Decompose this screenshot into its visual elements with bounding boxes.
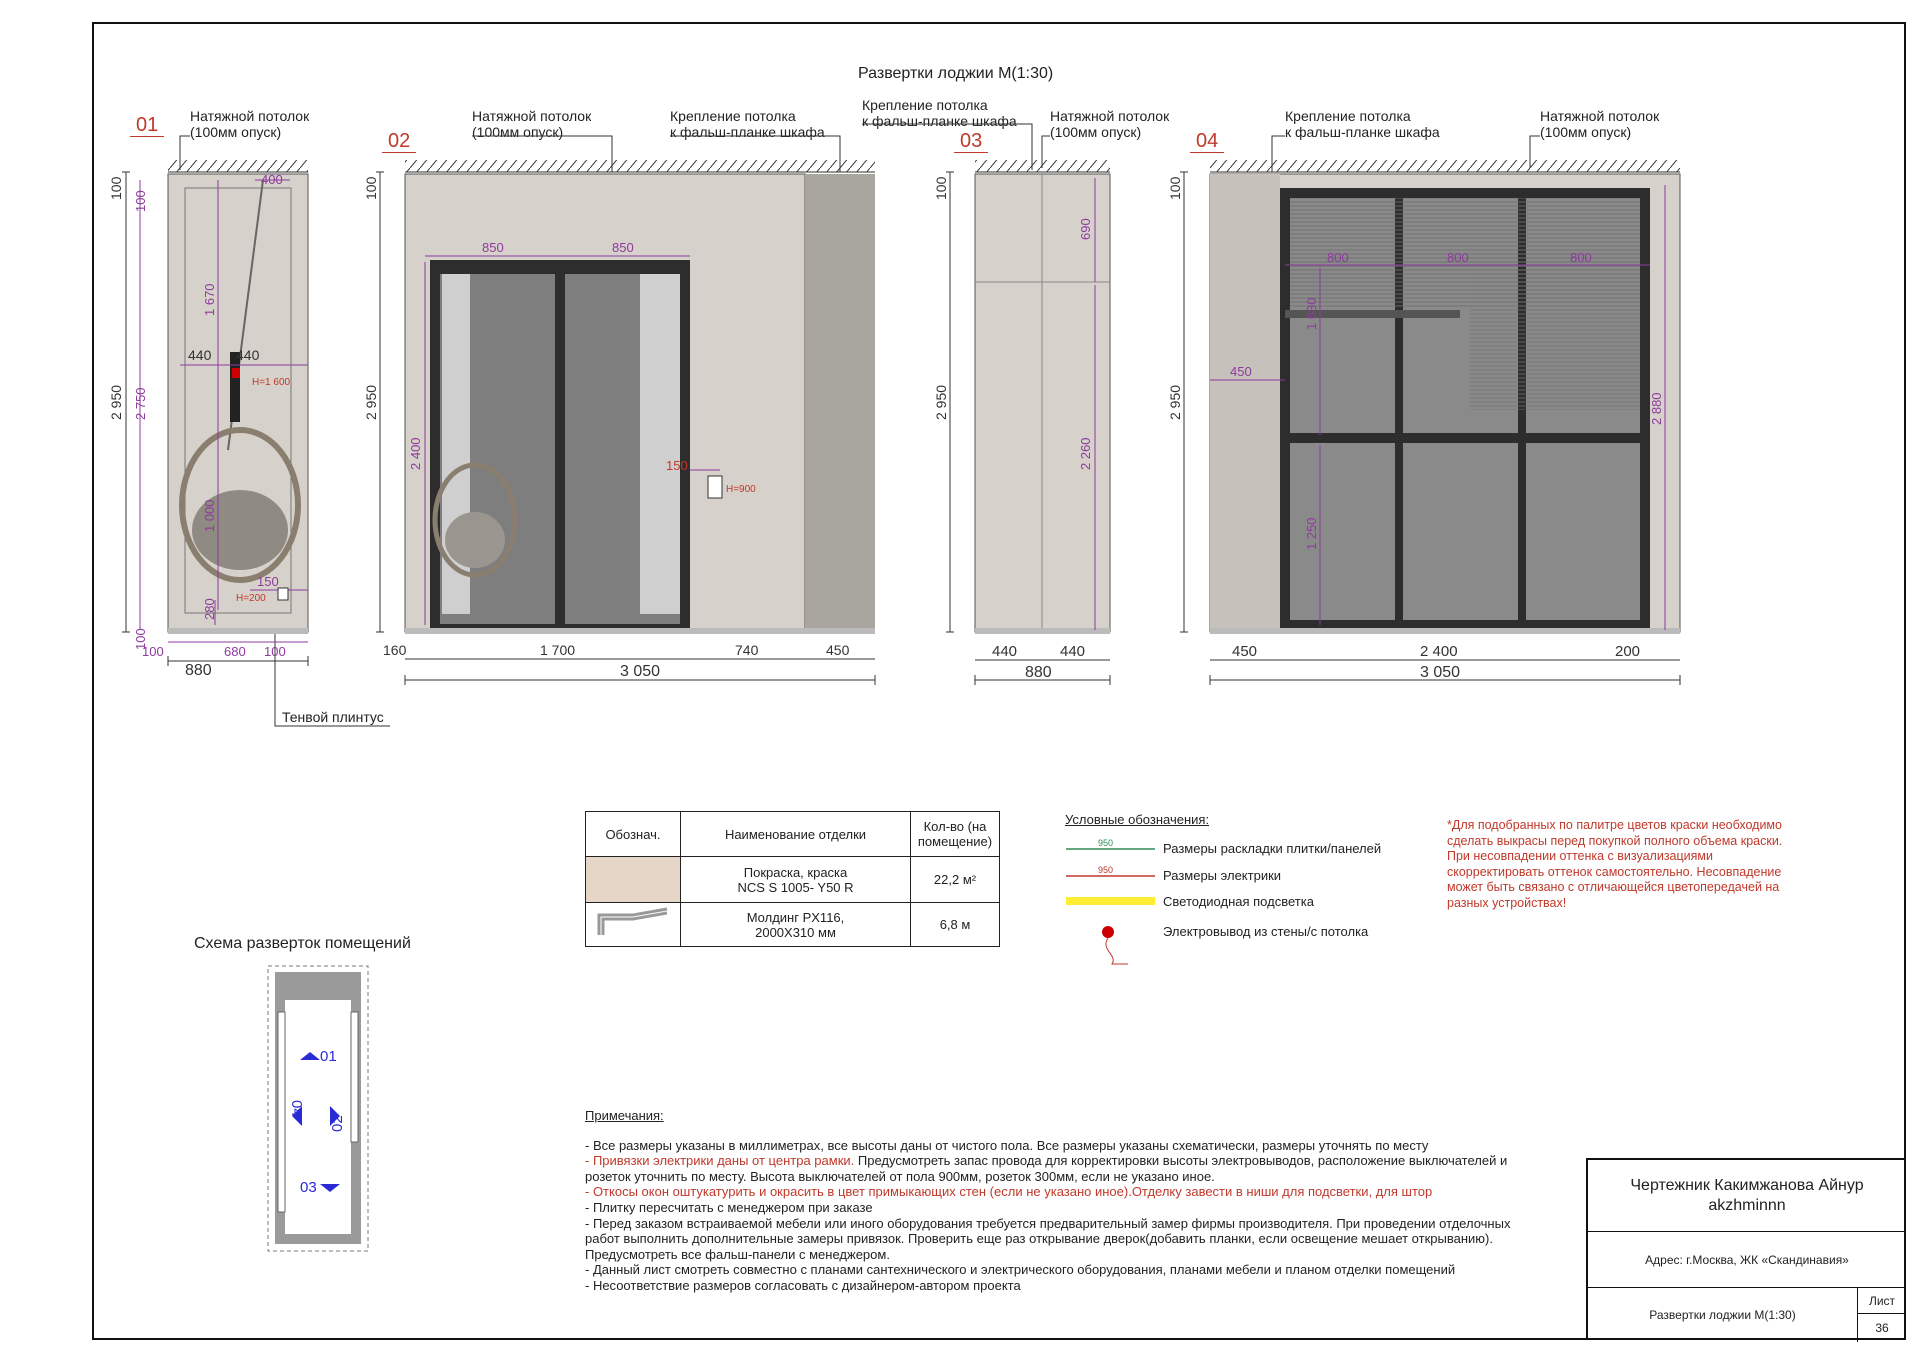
title-block: [1586, 1158, 1906, 1340]
v04-dim-h1630: 1 630: [1304, 297, 1319, 330]
v01-dim-h1670: 1 670: [202, 283, 217, 316]
paint-swatch: [586, 857, 681, 903]
v01-dim-h1000: 1 000: [202, 499, 217, 532]
v04-dim-w450: 450: [1230, 364, 1252, 379]
finish-header-qty: Кол-во (на помещение): [911, 812, 1000, 857]
view-number-01: 01: [130, 114, 164, 137]
v03-dim-h2260: 2 260: [1078, 437, 1093, 470]
v01-dim-i2750: 2 750: [133, 387, 148, 420]
page-title: Развертки лоджии М(1:30): [858, 65, 1054, 82]
view-number-04: 04: [1190, 130, 1224, 153]
legend-item-led: Светодиодная подсветка: [1163, 894, 1314, 909]
v01-plinth-label: Тенвой плинтус: [282, 709, 384, 725]
scheme-plan: [268, 966, 368, 1251]
legend-tile-num: 950: [1098, 838, 1114, 848]
v03-dim-h690: 690: [1078, 218, 1093, 240]
note-line: - Все размеры указаны в миллиметрах, все высоты даны от чистого пола. Все размеры указаны схематически, размеры уточнять по месту: [585, 1137, 1429, 1153]
legend-elec-num: 950: [1098, 865, 1114, 875]
molding-swatch: [586, 903, 681, 947]
v01-dim-h2950: 2 950: [108, 384, 124, 420]
v02-dim-b1700: 1 700: [540, 642, 576, 658]
v01-switch-height: H=1 600: [252, 377, 291, 388]
v01-total-880: 880: [185, 662, 212, 679]
v01-ceiling-label: Натяжной потолок (100мм опуск): [190, 108, 310, 140]
v01-dim-h280: 280: [202, 598, 217, 620]
v04-dim-h100: 100: [1167, 176, 1183, 200]
sheet-name: Развертки лоджии М(1:30): [1649, 1308, 1796, 1322]
finish-row-name: Молдинг PX116, 2000X310 мм: [681, 903, 911, 947]
legend-title: Условные обозначения:: [1065, 812, 1210, 827]
v02-dim-w850b: 850: [612, 240, 634, 255]
legend-item-tile: Размеры раскладки плитки/панелей: [1163, 841, 1382, 856]
v01-dim-h100: 100: [108, 176, 124, 200]
v03-fix-label: Крепление потолка к фальш-планке шкафа: [862, 97, 1017, 129]
scheme-label-04: 04: [288, 1100, 305, 1117]
elevation-02: [376, 160, 875, 685]
elevation-01: [122, 160, 308, 666]
v02-dim-h2400: 2 400: [408, 437, 423, 470]
finish-header-name: Наименование отделки: [681, 812, 911, 857]
v01-dim-w400: 400: [261, 172, 283, 187]
scheme-title: Схема разверток помещений: [194, 935, 411, 952]
molding-icon: [593, 905, 673, 941]
v04-dim-h2950: 2 950: [1167, 384, 1183, 420]
v02-dim-b740: 740: [735, 642, 759, 658]
v03-dim-h2950: 2 950: [933, 384, 949, 420]
legend-item-outlet: Электровывод из стены/с потолка: [1163, 924, 1369, 939]
v04-dim-b2400: 2 400: [1420, 643, 1458, 660]
v03-ceiling-label: Натяжной потолок (100мм опуск): [1050, 108, 1170, 140]
v01-dim-b100b: 100: [142, 644, 164, 659]
v02-dim-b450: 450: [826, 642, 850, 658]
v03-total-880: 880: [1025, 664, 1052, 681]
v04-dim-b450: 450: [1232, 643, 1258, 660]
v01-dim-b680: 680: [224, 644, 246, 659]
v04-ceiling-label: Натяжной потолок (100мм опуск): [1540, 108, 1660, 140]
finish-row-qty: 6,8 м: [911, 903, 1000, 947]
v01-dim-b100c: 100: [264, 644, 286, 659]
v02-dim-b160: 160: [383, 642, 407, 658]
note-line: - Перед заказом встраиваемой мебели или иного оборудования требуется предварительный замер фирмы производителя. При проведении отделочных работ выполнить дополнительные замеры привязок. Проверить еще раз открывание дверок(добавить планки, если освещение мешает открыванию). Предусмотреть все фальш-панели с менеджером.: [585, 1215, 1511, 1262]
v02-dim-w150: 150: [666, 458, 688, 473]
v04-dim-w800b: 800: [1447, 250, 1469, 265]
paint-note: *Для подобранных по палитре цветов краски необходимо сделать выкрасы перед покупкой полного объема краски. При несовпадении оттенка с визуализациями скорректировать оттенок самостоятельно. Несовпадение может быть связано с отличающейся цветопередачей на разных устройствах!: [1447, 818, 1783, 910]
v04-dim-b200: 200: [1615, 643, 1641, 660]
legend-item-elec: Размеры электрики: [1163, 868, 1282, 883]
note-line: - Привязки электрики даны от центра рамки. Предусмотреть запас провода для корректировки высоты электровыводов, расположение выключателей и розеток уточнить по месту. Высота выключателей от пола 900мм, розеток 300мм, если не указано иное.: [585, 1153, 1508, 1184]
v02-fix-label: Крепление потолка к фальш-планке шкафа: [670, 108, 825, 140]
v02-dim-h2950: 2 950: [363, 384, 379, 420]
note-line: - Плитку пересчитать с менеджером при заказе: [585, 1199, 873, 1215]
v02-ceiling-label: Натяжной потолок (100мм опуск): [472, 108, 592, 140]
v04-total-3050: 3 050: [1420, 664, 1461, 681]
note-line: - Несоответствие размеров согласовать с дизайнером-автором проекта: [585, 1277, 1021, 1293]
finish-header-code: Обознач.: [586, 812, 681, 857]
v01-dim-w440b: 440: [236, 347, 260, 363]
note-line: - Откосы окон оштукатурить и окрасить в цвет примыкающих стен (если не указано иное).Отделку завести в ниши для подсветки, для штор: [585, 1184, 1433, 1200]
v02-switch-height: H=900: [726, 484, 756, 495]
address: Адрес: г.Москва, ЖК «Скандинавия»: [1645, 1252, 1849, 1267]
view-number-03: 03: [954, 130, 988, 153]
scheme-label-03: 03: [300, 1179, 317, 1196]
v02-dim-w850a: 850: [482, 240, 504, 255]
v01-socket-height: H=200: [236, 593, 266, 604]
v01-dim-b100: 100: [133, 628, 148, 650]
author: Чертежник Какимжанова Айнур akzhminnn: [1630, 1176, 1864, 1214]
v04-dim-w800c: 800: [1570, 250, 1592, 265]
finish-row-name: Покраска, краска NCS S 1005- Y50 R: [681, 857, 911, 903]
v04-dim-h1250: 1 250: [1304, 517, 1319, 550]
v04-dim-w800a: 800: [1327, 250, 1349, 265]
v02-dim-h100: 100: [363, 176, 379, 200]
v03-dim-b440a: 440: [992, 643, 1018, 660]
notes-block: [585, 1108, 1545, 1294]
v01-dim-w150: 150: [257, 574, 279, 589]
v02-total-3050: 3 050: [620, 663, 661, 680]
v03-dim-h100: 100: [933, 176, 949, 200]
elevation-04: [1180, 160, 1680, 685]
finish-row-qty: 22,2 м²: [911, 857, 1000, 903]
v01-dim-w440a: 440: [188, 347, 212, 363]
notes-title: Примечания:: [585, 1108, 664, 1123]
sheet-number: 36: [1875, 1321, 1889, 1335]
scheme-label-01: 01: [320, 1048, 337, 1065]
v01-dim-i100: 100: [133, 190, 148, 212]
v03-dim-b440b: 440: [1060, 643, 1086, 660]
v04-dim-h2880: 2 880: [1649, 392, 1664, 425]
view-number-02: 02: [382, 130, 416, 153]
finish-table: [585, 811, 1000, 947]
v04-fix-label: Крепление потолка к фальш-планке шкафа: [1285, 108, 1440, 140]
scheme-label-02: 02: [329, 1115, 346, 1132]
sheet-label: Лист: [1858, 1288, 1906, 1314]
note-line: - Данный лист смотреть совместно с планами сантехнического и электрического оборудования, планами мебели и планом отделки помещений: [585, 1262, 1456, 1278]
